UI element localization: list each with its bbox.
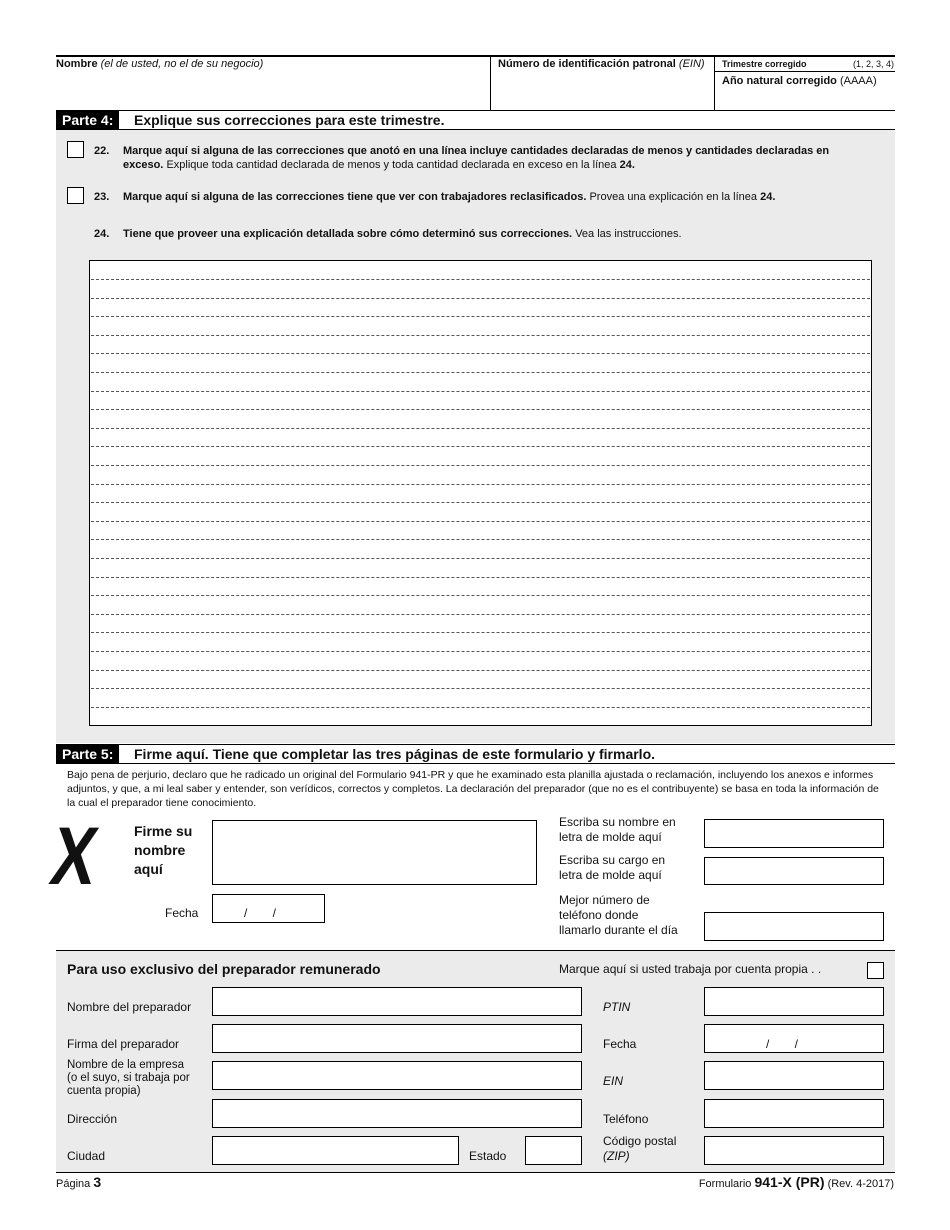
- ruled-line: [91, 465, 870, 466]
- address-field[interactable]: [212, 1099, 582, 1128]
- line23-text: Marque aquí si alguna de las correcciones tiene que ver con trabajadores reclasificados. Provea una explicación en la línea 24.: [123, 191, 776, 203]
- sign-here-mark: X: [44, 811, 104, 902]
- line22-checkbox[interactable]: [67, 141, 84, 158]
- ruled-line: [91, 614, 870, 615]
- phone-field[interactable]: [704, 1099, 884, 1128]
- perjury-declaration: Bajo pena de perjurio, declaro que he radicado un original del Formulario 941-PR y que he examinado esta planilla ajustada o reclamación, incluyendo los anexos e informes adjuntos, y que, a mi leal saber y entender, son verídicos, correctos y completos. La declaración del preparador (que no es el contribuyente) se basa en toda la información de la cual el preparador tiene conocimiento.: [67, 769, 879, 809]
- ruled-line: [91, 539, 870, 540]
- ruled-line: [91, 428, 870, 429]
- signer-date-slashes: / /: [244, 906, 277, 920]
- print-title-label: Escriba su cargo en letra de molde aquí: [559, 853, 666, 882]
- name-label: Nombre (el de usted, no el de su negocio): [56, 58, 264, 70]
- ruled-line: [91, 335, 870, 336]
- quarter-hint: (1, 2, 3, 4): [853, 59, 895, 69]
- ruled-line: [91, 595, 870, 596]
- year-label: Año natural corregido (AAAA): [722, 75, 877, 87]
- address-label: Dirección: [67, 1112, 118, 1126]
- ruled-line: [91, 409, 870, 410]
- ruled-line: [91, 688, 870, 689]
- zip-label: Código postal (ZIP): [603, 1134, 677, 1163]
- line24-number: 24.: [94, 228, 110, 240]
- part4-title: Explique sus correcciones para este trimestre.: [134, 112, 445, 128]
- sign-here-label: Firme su nombre aquí: [134, 823, 193, 877]
- ruled-line: [91, 316, 870, 317]
- phone-label: Teléfono: [603, 1112, 649, 1126]
- city-label: Ciudad: [67, 1149, 106, 1163]
- footer-rule: [56, 1172, 895, 1173]
- zip-field[interactable]: [704, 1136, 884, 1165]
- print-name-label: Escriba su nombre en letra de molde aquí: [559, 815, 676, 844]
- daytime-phone-label: Mejor número de teléfono donde llamarlo durante el día: [559, 893, 678, 937]
- ruled-line: [91, 353, 870, 354]
- ruled-line: [91, 521, 870, 522]
- ruled-line: [91, 484, 870, 485]
- ruled-line: [91, 632, 870, 633]
- signature-field[interactable]: [212, 820, 537, 885]
- print-title-field[interactable]: [704, 857, 884, 885]
- line24-explanation-area[interactable]: [89, 260, 872, 726]
- ruled-line: [91, 391, 870, 392]
- ptin-label: PTIN: [603, 1000, 631, 1014]
- self-employed-label: Marque aquí si usted trabaja por cuenta propia . .: [559, 962, 822, 976]
- line23-checkbox[interactable]: [67, 187, 84, 204]
- ruled-line: [91, 707, 870, 708]
- ruled-line: [91, 651, 870, 652]
- firm-name-field[interactable]: [212, 1061, 582, 1090]
- quarter-label: Trimestre corregido: [722, 59, 807, 69]
- ruled-line: [91, 558, 870, 559]
- ein-label: Número de identificación patronal (EIN): [498, 58, 705, 70]
- part4-label: Parte 4:: [56, 111, 119, 129]
- line22-number: 22.: [94, 145, 110, 157]
- line23-number: 23.: [94, 191, 110, 203]
- ruled-line: [91, 372, 870, 373]
- print-name-field[interactable]: [704, 819, 884, 848]
- header-divider-2: [714, 56, 715, 111]
- signer-date-label: Fecha: [165, 906, 199, 920]
- ptin-field[interactable]: [704, 987, 884, 1016]
- part5-title: Firme aquí. Tiene que completar las tres páginas de este formulario y firmarlo.: [134, 746, 656, 762]
- preparer-signature-label: Firma del preparador: [67, 1037, 180, 1051]
- ruled-line: [91, 298, 870, 299]
- line24-text: Tiene que proveer una explicación detallada sobre cómo determinó sus correcciones. Vea las instrucciones.: [123, 228, 682, 240]
- city-field[interactable]: [212, 1136, 459, 1165]
- header-divider-1: [490, 56, 491, 111]
- form-identifier: Formulario 941-X (PR) (Rev. 4-2017): [698, 1174, 894, 1190]
- state-label: Estado: [469, 1149, 507, 1163]
- line22-text: Marque aquí si alguna de las correcciones que anotó en una línea incluye cantidades declaradas de menos y cantidades declaradas en exceso. Explique toda cantidad declarada de menos y toda cantidad declarada en exceso en la línea 24.: [123, 145, 830, 171]
- ruled-line: [91, 670, 870, 671]
- self-employed-checkbox[interactable]: [867, 962, 884, 979]
- preparer-date-label: Fecha: [603, 1037, 637, 1051]
- firm-name-label: Nombre de la empresa (o el suyo, si trabaja por cuenta propia): [67, 1059, 190, 1097]
- ruled-line: [91, 577, 870, 578]
- preparer-date-slashes: / /: [766, 1037, 799, 1051]
- preparer-name-field[interactable]: [212, 987, 582, 1016]
- firm-ein-label: EIN: [603, 1074, 624, 1088]
- ruled-line: [91, 279, 870, 280]
- preparer-section-title: Para uso exclusivo del preparador remunerado: [67, 961, 381, 977]
- preparer-signature-field[interactable]: [212, 1024, 582, 1053]
- ruled-line: [91, 446, 870, 447]
- preparer-name-label: Nombre del preparador: [67, 1000, 192, 1014]
- daytime-phone-field[interactable]: [704, 912, 884, 941]
- part5-title-rule: [56, 763, 895, 764]
- ruled-line: [91, 502, 870, 503]
- state-field[interactable]: [525, 1136, 582, 1165]
- header-quarter-divider: [714, 71, 895, 72]
- firm-ein-field[interactable]: [704, 1061, 884, 1090]
- part5-label: Parte 5:: [56, 745, 119, 763]
- page-number: Página 3: [56, 1174, 102, 1190]
